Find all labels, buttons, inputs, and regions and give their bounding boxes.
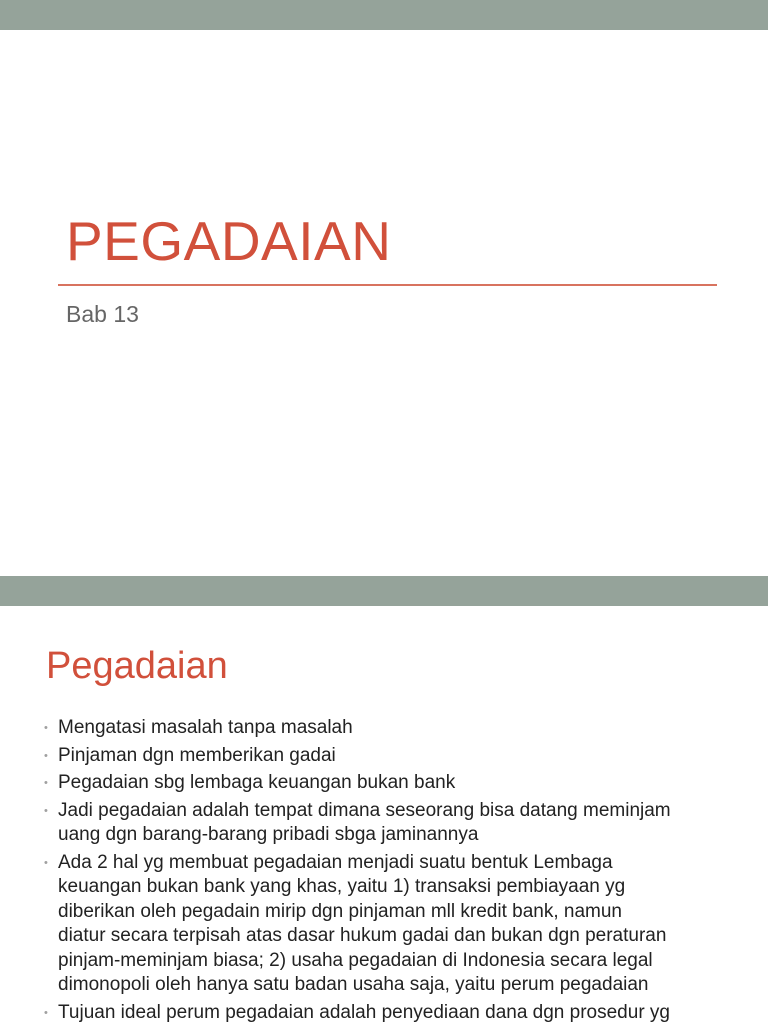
slide-title: PEGADAIAN [66,210,392,272]
bullet-text-line: pinjam-meminjam biasa; 2) usaha pegadaian di Indonesia secara legal [58,949,653,971]
bullet-icon: • [44,1006,48,1019]
bullet-text-line: Mengatasi masalah tanpa masalah [58,717,353,738]
bullet-text-line: uang dgn barang-barang pribadi sbga jaminannya [58,824,479,845]
bullet-text-line: diatur secara terpisah atas dasar hukum gadai dan bukan dgn peraturan [58,925,667,946]
bullet-text-line: diberikan oleh pegadain mirip dgn pinjaman mll kredit bank, namun [58,900,622,922]
title-slide [0,30,768,576]
bullet-text-line: Pinjaman dgn memberikan gadai [58,744,336,766]
bullet-text-line: Pegadaian sbg lembaga keuangan bukan bank [58,772,456,793]
bullet-text-line: Jadi pegadaian adalah tempat dimana seseorang bisa datang meminjam [58,799,671,821]
bullet-item [44,851,734,998]
title-divider [58,284,717,286]
bullet-icon: • [44,856,48,869]
content-slide [0,606,768,1024]
bullet-list [44,716,734,1024]
bullet-icon: • [44,804,48,817]
bullet-icon: • [44,777,48,789]
bullet-text-line: Tujuan ideal perum pegadaian adalah penyediaan dana dgn prosedur yg [58,1001,670,1023]
slide-separator-band [0,576,768,606]
bullet-item [44,744,734,769]
slide-subtitle: Bab 13 [66,301,139,327]
bullet-icon: • [44,722,48,734]
bullet-item [44,1001,734,1024]
bullet-item [44,799,734,848]
bullet-text-line: Ada 2 hal yg membuat pegadaian menjadi suatu bentuk Lembaga [58,851,613,873]
content-heading: Pegadaian [46,645,228,687]
bullet-text-line: dimonopoli oleh hanya satu badan usaha saja, yaitu perum pegadaian [58,974,649,995]
bullet-icon: • [44,749,48,762]
top-band [0,0,768,30]
bullet-item [44,771,734,796]
bullet-item [44,716,734,741]
bullet-text-line: keuangan bukan bank yang khas, yaitu 1) transaksi pembiayaan yg [58,876,626,897]
